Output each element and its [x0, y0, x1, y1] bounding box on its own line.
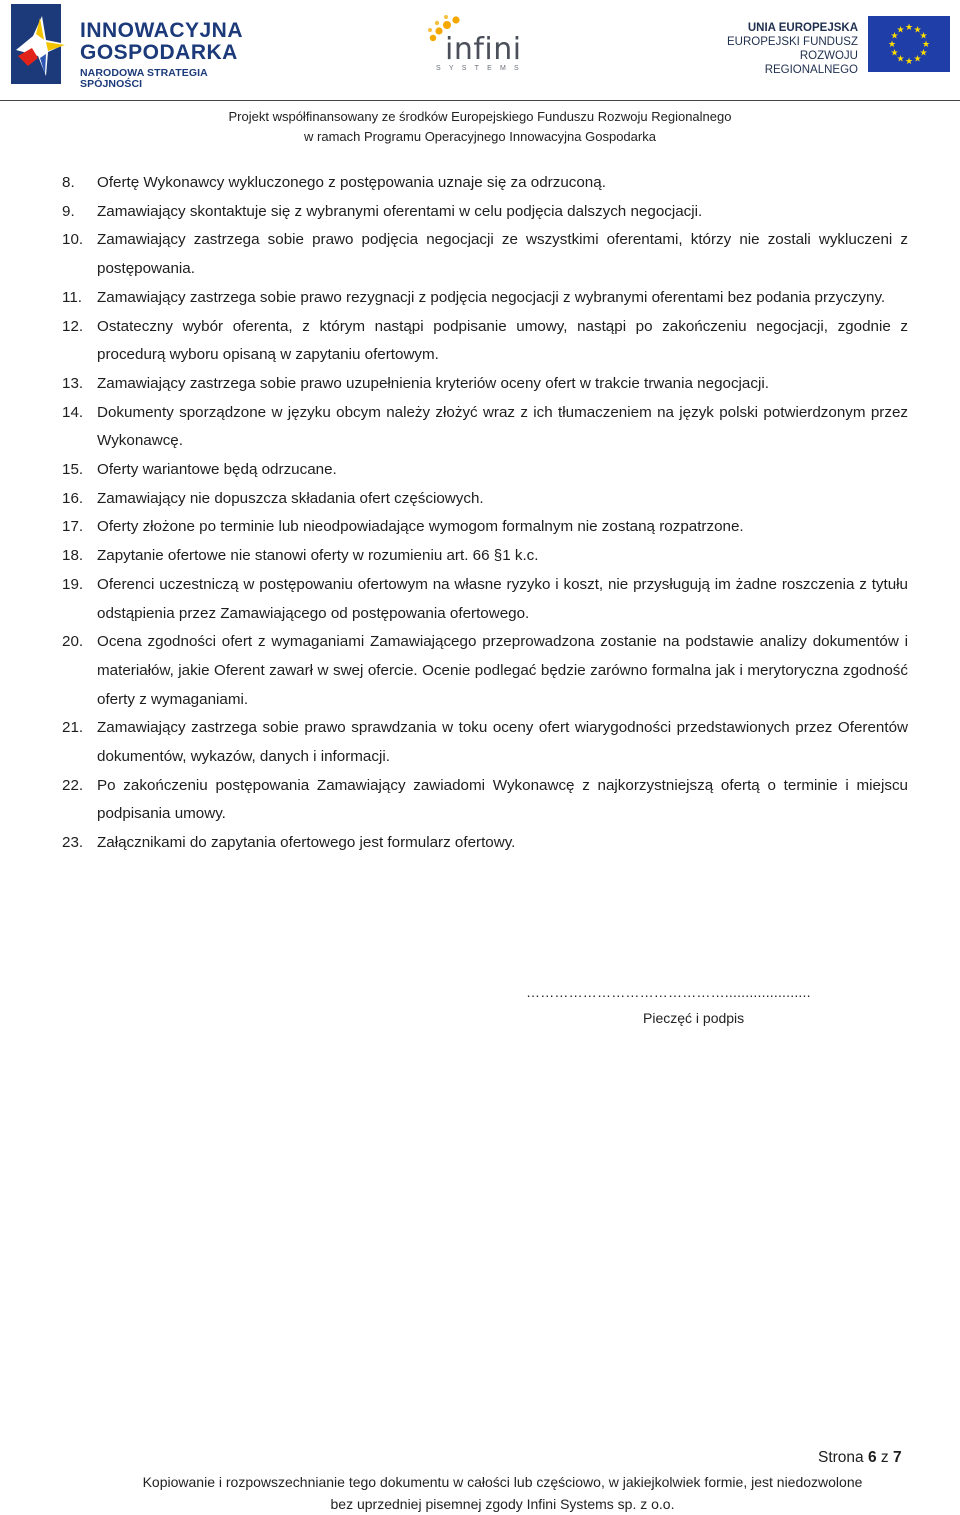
item-number: 12.	[62, 317, 84, 335]
item-text: Dokumenty sporządzone w języku obcym należy złożyć wraz z ich tłumaczeniem na język polski potwierdzonym przez Wykonawcę.	[97, 403, 908, 450]
copyright-line-2: bez uprzedniej pisemnej zgody Infini Systems sp. z o.o.	[330, 1496, 675, 1512]
item-text: Zamawiający nie dopuszcza składania ofert częściowych.	[97, 489, 484, 507]
svg-text:★: ★	[913, 25, 922, 36]
page-prefix: Strona	[818, 1449, 864, 1466]
svg-text:★: ★	[919, 48, 928, 59]
item-number: 16.	[62, 489, 84, 507]
svg-text:★: ★	[890, 48, 899, 59]
project-line-2: w ramach Programu Operacyjnego Innowacyjna Gospodarka	[304, 129, 656, 144]
item-number: 20.	[62, 633, 84, 651]
item-number: 8.	[62, 174, 75, 191]
svg-text:★: ★	[904, 57, 914, 67]
ig-logo-line2: GOSPODARKA	[80, 41, 238, 64]
list-item	[62, 628, 908, 714]
item-number: 15.	[62, 461, 84, 479]
innowacyjna-gospodarka-logo	[10, 4, 260, 90]
list-item	[62, 198, 908, 227]
header-logos	[0, 0, 960, 100]
list-item	[62, 169, 908, 198]
item-text: Zamawiający zastrzega sobie prawo uzupełnienia kryteriów oceny ofert w trakcie trwania negocjacji.	[97, 374, 769, 392]
svg-text:★: ★	[913, 54, 922, 65]
list-item	[62, 714, 908, 771]
svg-text:★: ★	[921, 40, 931, 50]
item-number: 22.	[62, 776, 84, 794]
signature-line: …………………………………….....................	[526, 984, 811, 1000]
item-number: 21.	[62, 719, 84, 737]
item-text: Ofertę Wykonawcy wykluczonego z postępowania uznaje się za odrzuconą.	[97, 174, 606, 191]
infini-logo-sub: SYSTEMS	[436, 65, 527, 72]
page-total: 7	[892, 1449, 902, 1466]
list-item	[62, 772, 908, 829]
svg-text:★: ★	[896, 54, 905, 65]
item-text: Zamawiający skontaktuje się z wybranymi oferentami w celu podjęcia dalszych negocjacji.	[97, 202, 703, 220]
eu-logo-line3: ROZWOJU REGIONALNEGO	[764, 50, 858, 77]
list-item	[62, 399, 908, 456]
ig-star-icon	[10, 4, 72, 84]
list-item	[62, 542, 908, 571]
item-number: 17.	[62, 518, 84, 536]
item-text: Oferty wariantowe będą odrzucane.	[97, 461, 337, 479]
svg-text:★: ★	[919, 31, 928, 42]
terms-list	[62, 169, 908, 858]
project-cofinancing-note	[0, 107, 960, 147]
eu-logo-line2: EUROPEJSKI FUNDUSZ	[727, 36, 858, 49]
item-text: Zamawiający zastrzega sobie prawo sprawdzania w toku oceny ofert wiarygodności przedstawionych przez Oferentów dokumentów, wykazów, danych i informacji.	[97, 719, 908, 766]
page-number	[818, 1449, 902, 1467]
eu-logo-line1: UNIA EUROPEJSKA	[747, 22, 858, 34]
list-item	[62, 456, 908, 485]
list-item	[62, 226, 908, 283]
ig-logo-text	[80, 20, 260, 89]
item-number: 23.	[62, 834, 84, 852]
list-item	[62, 571, 908, 628]
header-divider	[0, 100, 960, 101]
infini-logo-word: infini	[445, 32, 522, 67]
infini-systems-logo	[425, 14, 537, 76]
copyright-line-1: Kopiowanie i rozpowszechnianie tego dokumentu w całości lub częściowo, w jakiejkolwiek formie, jest niedozwolone	[142, 1474, 863, 1490]
item-number: 9.	[62, 202, 75, 220]
ig-logo-line1: INNOWACYJNA	[80, 19, 244, 42]
item-number: 13.	[62, 374, 84, 392]
list-item	[62, 485, 908, 514]
eu-logo-text	[718, 21, 858, 77]
list-item	[62, 370, 908, 399]
item-text: Załącznikami do zapytania ofertowego jest formularz ofertowy.	[97, 834, 516, 852]
item-text: Zamawiający zastrzega sobie prawo rezygnacji z podjęcia negocjacji z wybranymi oferentami bez podania przyczyny.	[97, 288, 886, 306]
item-text: Oferty złożone po terminie lub nieodpowiadające wymogom formalnym nie zostaną rozpatrzone.	[97, 518, 744, 536]
page-separator: z	[880, 1449, 889, 1466]
ig-logo-line3: NARODOWA STRATEGIA SPÓJNOŚCI	[80, 67, 208, 90]
svg-text:★: ★	[887, 40, 897, 50]
svg-text:★: ★	[896, 25, 905, 36]
item-number: 14.	[62, 403, 84, 421]
item-text: Po zakończeniu postępowania Zamawiający zawiadomi Wykonawcę z najkorzystniejszą ofertą o terminie i miejscu podpisania umowy.	[97, 776, 908, 823]
eu-flag-icon	[868, 16, 950, 72]
project-line-1: Projekt współfinansowany ze środków Europejskiego Funduszu Rozwoju Regionalnego	[228, 109, 732, 124]
item-text: Zapytanie ofertowe nie stanowi oferty w rozumieniu art. 66 §1 k.c.	[97, 547, 539, 565]
signature-label: Pieczęć i podpis	[643, 1010, 745, 1026]
item-number: 19.	[62, 575, 84, 593]
copyright-note	[0, 1471, 960, 1515]
svg-text:★: ★	[904, 23, 914, 33]
list-item	[62, 829, 908, 858]
item-text: Zamawiający zastrzega sobie prawo podjęcia negocjacji ze wszystkimi oferentami, którzy nie zostali wykluczeni z postępowania.	[97, 231, 908, 278]
page-current: 6	[867, 1449, 877, 1466]
list-item	[62, 284, 908, 313]
item-text: Oferenci uczestniczą w postępowaniu ofertowym na własne ryzyko i koszt, nie przysługują im żadne roszczenia z tytułu odstąpienia przez Zamawiającego od postępowania ofertowego.	[97, 575, 908, 622]
list-item	[62, 513, 908, 542]
item-number: 11.	[62, 288, 82, 306]
item-text: Ostateczny wybór oferenta, z którym nastąpi podpisanie umowy, nastąpi po zakończeniu negocjacji, zgodnie z procedurą wyboru opisaną w zapytaniu ofertowym.	[97, 317, 908, 364]
eu-logo	[718, 16, 950, 76]
item-number: 18.	[62, 547, 84, 565]
list-item	[62, 313, 908, 370]
svg-text:★: ★	[890, 31, 899, 42]
item-number: 10.	[62, 231, 84, 249]
item-text: Ocena zgodności ofert z wymaganiami Zamawiającego przeprowadzona zostanie na podstawie analizy dokumentów i materiałów, jakie Oferent zawarł w swej ofercie. Ocenie podlegać będzie zarówno formalna jak i merytoryczna zgodność oferty z wymaganiami.	[97, 633, 908, 708]
